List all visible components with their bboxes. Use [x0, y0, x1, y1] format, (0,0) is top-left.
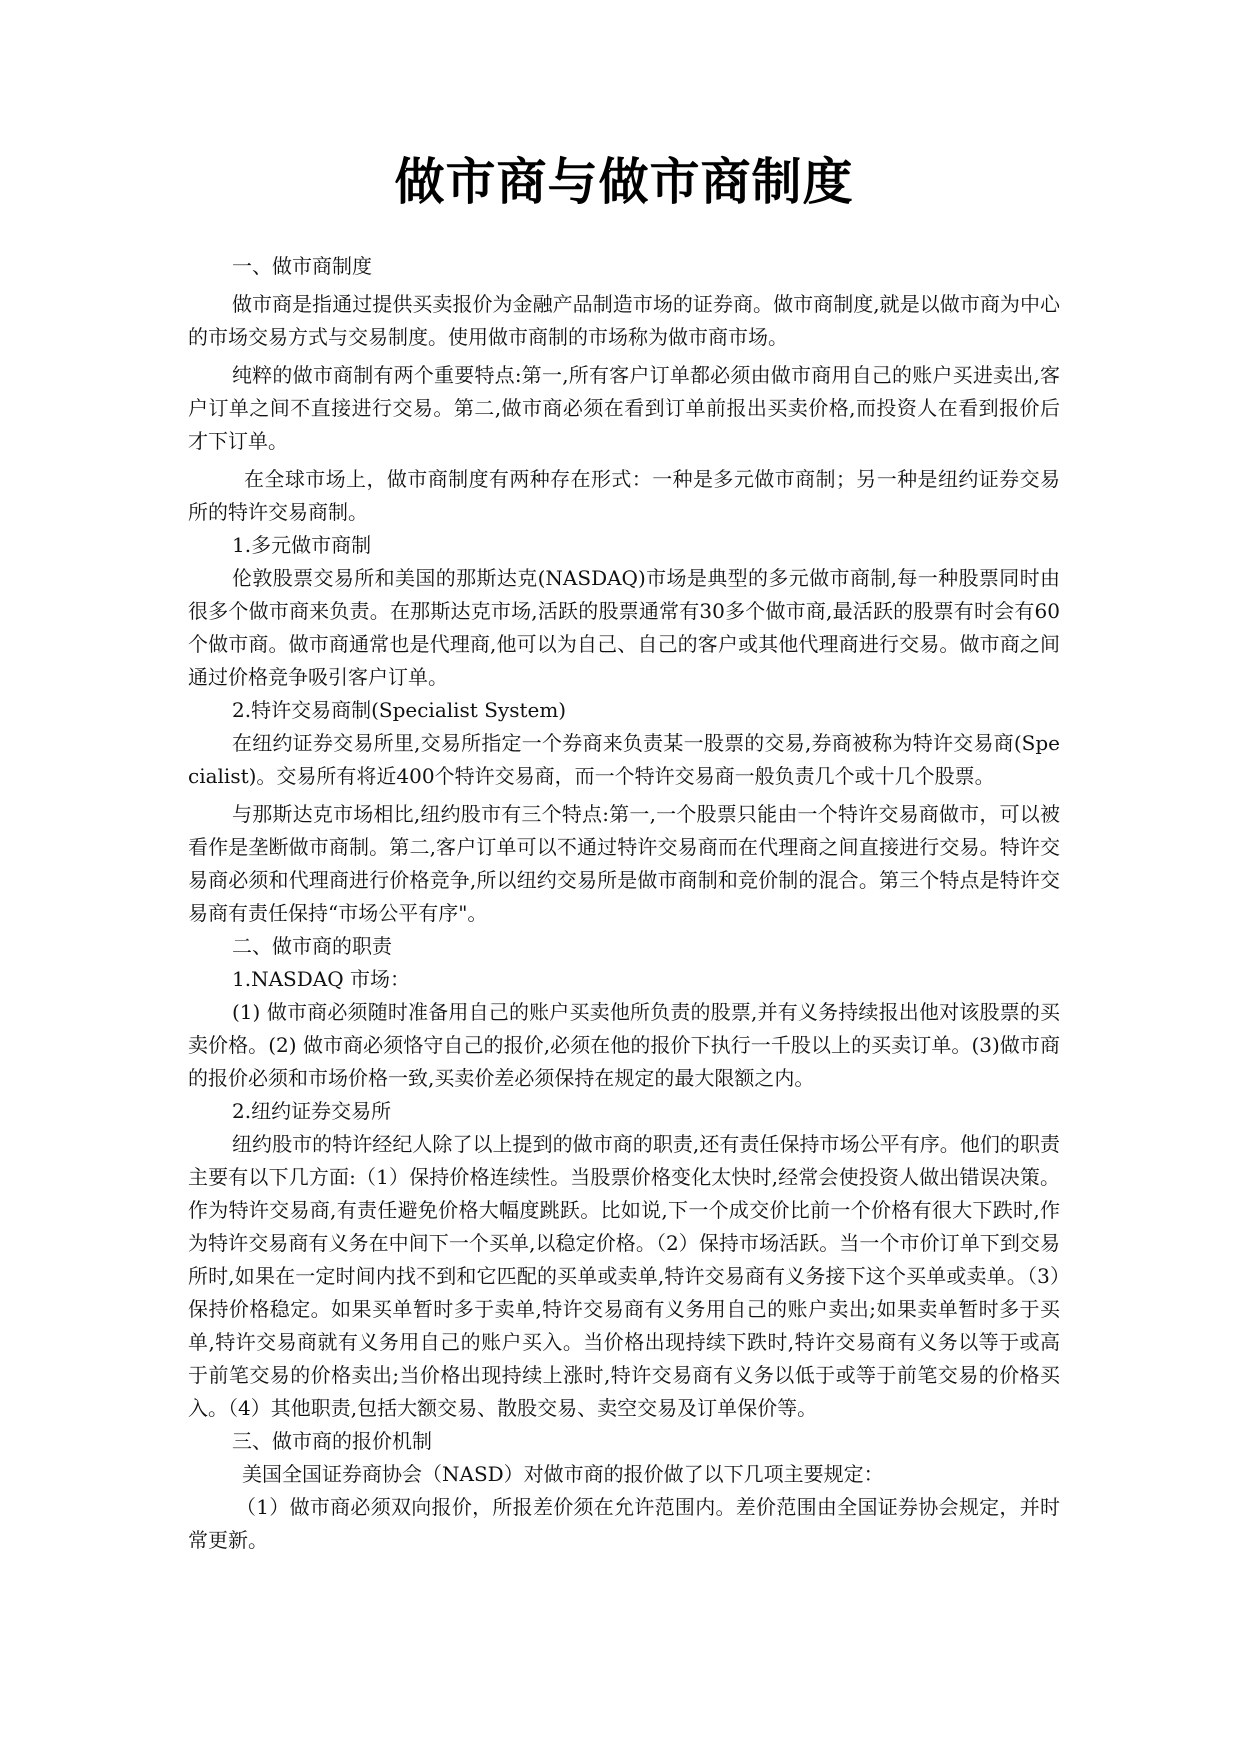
- paragraph-nyse-duties: 纽约股市的特许经纪人除了以上提到的做市商的职责,还有责任保持市场公平有序。他们的职责主要有以下几方面:（1）保持价格连续性。当股票价格变化太快时,经常会使投资人做出错误决策。作为特许交易商,有责任避免价格大幅度跳跃。比如说,下一个成交价比前一个价格有很大下跌时,作为特许交易商有义务在中间下一个买单,以稳定价格。（2）保持市场活跃。当一个市价订单下到交易所时,如果在一定时间内找不到和它匹配的买单或卖单,特许交易商有义务接下这个买单或卖单。（3）保持价格稳定。如果买单暂时多于卖单,特许交易商有义务用自己的账户卖出;如果卖单暂时多于买单,特许交易商就有义务用自己的账户买入。当价格出现持续下跌时,特许交易商有义务以等于或高于前笔交易的价格卖出;当价格出现持续上涨时,特许交易商有义务以低于或等于前笔交易的价格买入。（4）其他职责,包括大额交易、散股交易、卖空交易及订单保价等。: [188, 1132, 1060, 1420]
- paragraph-definition: 做市商是指通过提供买卖报价为金融产品制造市场的证券商。做市商制度,就是以做市商为中心的市场交易方式与交易制度。使用做市商制的市场称为做市商市场。: [188, 292, 1060, 349]
- section-heading-3: 三、做市商的报价机制: [232, 1429, 432, 1453]
- paragraph-multi-market-maker: 伦敦股票交易所和美国的那斯达克(NASDAQ)市场是典型的多元做市商制,每一种股票同时由很多个做市商来负责。在那斯达克市场,活跃的股票通常有30多个做市商,最活跃的股票有时会有60个做市商。做市商通常也是代理商,他可以为自己、自己的客户或其他代理商进行交易。做市商之间通过价格竞争吸引客户订单。: [188, 566, 1060, 689]
- paragraph-nasd-rules: 美国全国证券商协会（NASD）对做市商的报价做了以下几项主要规定：: [242, 1462, 884, 1486]
- section-heading-2: 二、做市商的职责: [232, 934, 392, 958]
- subsection-heading-nyse: 2.纽约证券交易所: [232, 1099, 392, 1123]
- section-heading-1: 一、做市商制度: [232, 254, 372, 278]
- paragraph-rule-1: （1）做市商必须双向报价，所报差价须在允许范围内。差价范围由全国证券协会规定，并时常更新。: [188, 1495, 1060, 1552]
- subsection-heading-nasdaq: 1.NASDAQ 市场：: [232, 967, 410, 991]
- paragraph-nyse-features: 与那斯达克市场相比,纽约股市有三个特点:第一,一个股票只能由一个特许交易商做市，可以被看作是垄断做市商制。第二,客户订单可以不通过特许交易商而在代理商之间直接进行交易。特许交易商必须和代理商进行价格竞争,所以纽约交易所是做市商制和竞价制的混合。第三个特点是特许交易商有责任保持“市场公平有序"。: [188, 802, 1060, 925]
- subsection-heading-specialist: 2.特许交易商制(Specialist System): [232, 698, 567, 722]
- document-page: [188, 140, 1060, 1557]
- subsection-heading-multi: 1.多元做市商制: [232, 533, 372, 557]
- paragraph-forms: 在全球市场上，做市商制度有两种存在形式：一种是多元做市商制；另一种是纽约证券交易所的特许交易商制。: [188, 467, 1060, 524]
- paragraph-specialist: 在纽约证券交易所里,交易所指定一个券商来负责某一股票的交易,券商被称为特许交易商(Specialist)。交易所有将近400个特许交易商，而一个特许交易商一般负责几个或十几个股票。: [188, 731, 1060, 788]
- paragraph-features: 纯粹的做市商制有两个重要特点:第一,所有客户订单都必须由做市商用自己的账户买进卖出,客户订单之间不直接进行交易。第二,做市商必须在看到订单前报出买卖价格,而投资人在看到报价后才下订单。: [188, 363, 1060, 453]
- paragraph-nasdaq-duties: (1) 做市商必须随时准备用自己的账户买卖他所负责的股票,并有义务持续报出他对该股票的买卖价格。(2) 做市商必须恪守自己的报价,必须在他的报价下执行一千股以上的买卖订单。(3)做市商的报价必须和市场价格一致,买卖价差必须保持在规定的最大限额之内。: [188, 1000, 1060, 1090]
- document-title: 做市商与做市商制度: [394, 153, 854, 211]
